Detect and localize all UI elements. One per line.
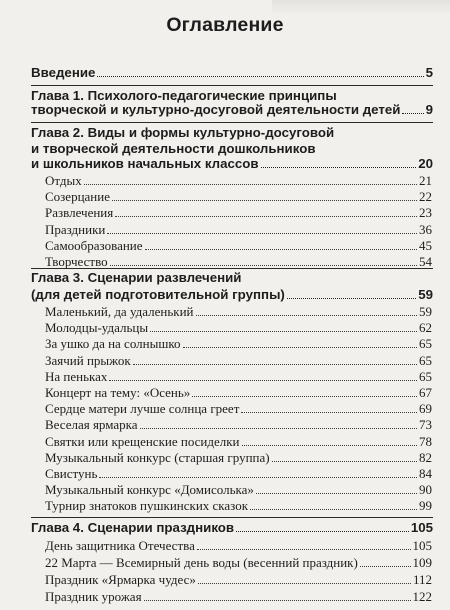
chapter2-heading-line1: Глава 2. Виды и формы культурно-досуговой: [31, 125, 335, 140]
dot-leader: [287, 286, 416, 299]
toc-subentry-page: 62: [419, 320, 432, 336]
toc-subentry-label: На пеньках: [45, 368, 108, 384]
toc-subentry-label: Музыкальный конкурс (старшая группа): [45, 449, 270, 465]
toc-subentry-label: 22 Марта — Всемирный день воды (весенний праздник): [45, 554, 358, 570]
dot-leader: [140, 416, 417, 429]
toc-subentry: [0, 571, 450, 589]
dot-leader: [183, 335, 417, 348]
toc-entry-page: 5: [425, 65, 433, 80]
dot-leader: [256, 481, 417, 494]
toc-subentry-page: 112: [412, 571, 432, 587]
toc-subentry-page: 54: [419, 254, 432, 269]
toc-subentry-label: Самообразование: [45, 237, 143, 253]
toc-entry-chapter1: [0, 101, 450, 119]
toc-subentry-label: Отдых: [45, 173, 82, 188]
toc-subentry-page: 82: [419, 449, 432, 465]
toc-subentry-label: Музыкальный конкурс «Домисолька»: [45, 482, 254, 498]
dot-leader: [99, 465, 417, 478]
toc-entry-page: 9: [425, 102, 433, 117]
dot-leader: [192, 384, 417, 397]
chapter1-heading-line1: Глава 1. Психолого-педагогические принципы: [31, 88, 337, 103]
dot-leader: [84, 172, 417, 185]
section-divider: [31, 85, 433, 86]
toc-entry-label: творческой и культурно-досуговой деятельности детей: [31, 102, 401, 117]
toc-entry-label: и школьников начальных классов: [31, 156, 259, 171]
toc-subentry-label: Свистунь: [45, 466, 98, 481]
toc-subentry-label: Созерцание: [45, 189, 110, 205]
toc-subentry-label: Святки или крещенские посиделки: [45, 433, 240, 449]
toc-entry-page: 59: [418, 287, 433, 302]
toc-subentry-label: Маленький, да удаленький: [45, 304, 194, 319]
toc-subentry-label: Веселая ярмарка: [45, 417, 138, 433]
toc-entry-label: Глава 4. Сценарии праздников: [31, 520, 235, 535]
toc-subentry-page: 45: [419, 237, 432, 253]
dot-leader: [112, 188, 417, 201]
toc-subentry-label: Заячий прыжок: [45, 352, 131, 368]
chapter3-heading-line1: Глава 3. Сценарии развлечений: [31, 270, 242, 285]
toc-subentry-label: Праздники: [45, 221, 106, 237]
toc-subentry-page: 73: [419, 417, 432, 433]
toc-subentry-label: День защитника Отечества: [45, 538, 195, 553]
toc-subentry-label: Творчество: [45, 254, 108, 269]
dot-leader: [107, 221, 417, 234]
toc-subentry: [0, 537, 450, 555]
toc-subentry-label: Праздник «Ярмарка чудес»: [45, 571, 196, 587]
toc-subentry-page: 59: [419, 304, 432, 319]
dot-leader: [236, 519, 409, 532]
dot-leader: [261, 155, 417, 168]
toc-subentry-page: 84: [419, 466, 432, 481]
dot-leader: [360, 554, 411, 567]
dot-leader: [145, 237, 417, 250]
dot-leader: [133, 352, 417, 365]
toc-subentry-label: Праздник урожая: [45, 588, 142, 604]
dot-leader: [150, 319, 417, 332]
toc-subentry-page: 21: [419, 173, 432, 188]
toc-subentry-label: Концерт на тему: «Осень»: [45, 385, 191, 400]
dot-leader: [197, 537, 411, 550]
toc-entry-chapter3: [0, 286, 450, 304]
dot-leader: [241, 400, 417, 413]
toc-subentry-page: 67: [419, 385, 432, 400]
dot-leader: [242, 433, 417, 446]
dot-leader: [144, 588, 411, 601]
dot-leader: [272, 449, 417, 462]
dot-leader: [110, 253, 417, 266]
page-title: Оглавление: [166, 14, 284, 36]
toc-subentry-label: Молодцы-удальцы: [45, 320, 149, 336]
toc-subentry-page: 65: [419, 368, 432, 384]
toc-entry-chapter2: [0, 155, 450, 173]
toc-subentry: [0, 497, 450, 515]
toc-subentry-page: 78: [419, 433, 432, 449]
toc-entry-label: Введение: [31, 65, 96, 80]
dot-leader: [402, 101, 423, 114]
dot-leader: [109, 368, 417, 381]
section-divider: [31, 517, 433, 518]
toc-subentry-page: 122: [412, 588, 432, 604]
toc-subentry-page: 99: [419, 498, 432, 514]
toc-subentry-page: 65: [419, 336, 432, 352]
toc-subentry-page: 105: [412, 538, 432, 553]
toc-subentry-label: Сердце матери лучше солнца греет: [45, 401, 240, 417]
toc-subentry-page: 22: [419, 189, 432, 205]
toc-subentry-page: 23: [419, 205, 432, 221]
toc-subentry-label: За ушко да на солнышко: [45, 336, 181, 352]
toc-entry-label: (для детей подготовительной группы): [31, 287, 285, 302]
dot-leader: [196, 303, 417, 316]
toc-subentry-page: 65: [419, 352, 432, 368]
dot-leader: [97, 64, 423, 77]
chapter2-heading-line2: и творческой деятельности дошкольников: [31, 141, 316, 156]
dot-leader: [198, 571, 411, 584]
toc-entry-intro: [0, 64, 450, 82]
dot-leader: [115, 204, 417, 217]
toc-subentry-page: 69: [419, 401, 432, 417]
toc-subentry-page: 109: [412, 554, 432, 570]
toc-subentry-label: Турнир знатоков пушкинских сказок: [45, 498, 249, 514]
section-divider: [31, 122, 433, 123]
toc-subentry-page: 36: [419, 221, 432, 237]
toc-subentry: [0, 554, 450, 572]
toc-subentry-page: 90: [419, 482, 432, 498]
toc-entry-chapter4: [0, 519, 450, 537]
toc-subentry: [0, 588, 450, 606]
toc-entry-page: 20: [418, 156, 433, 171]
toc-subentry-label: Развлечения: [45, 205, 114, 221]
section-divider: [31, 268, 433, 269]
dot-leader: [250, 497, 417, 510]
toc-entry-page: 105: [410, 520, 433, 535]
